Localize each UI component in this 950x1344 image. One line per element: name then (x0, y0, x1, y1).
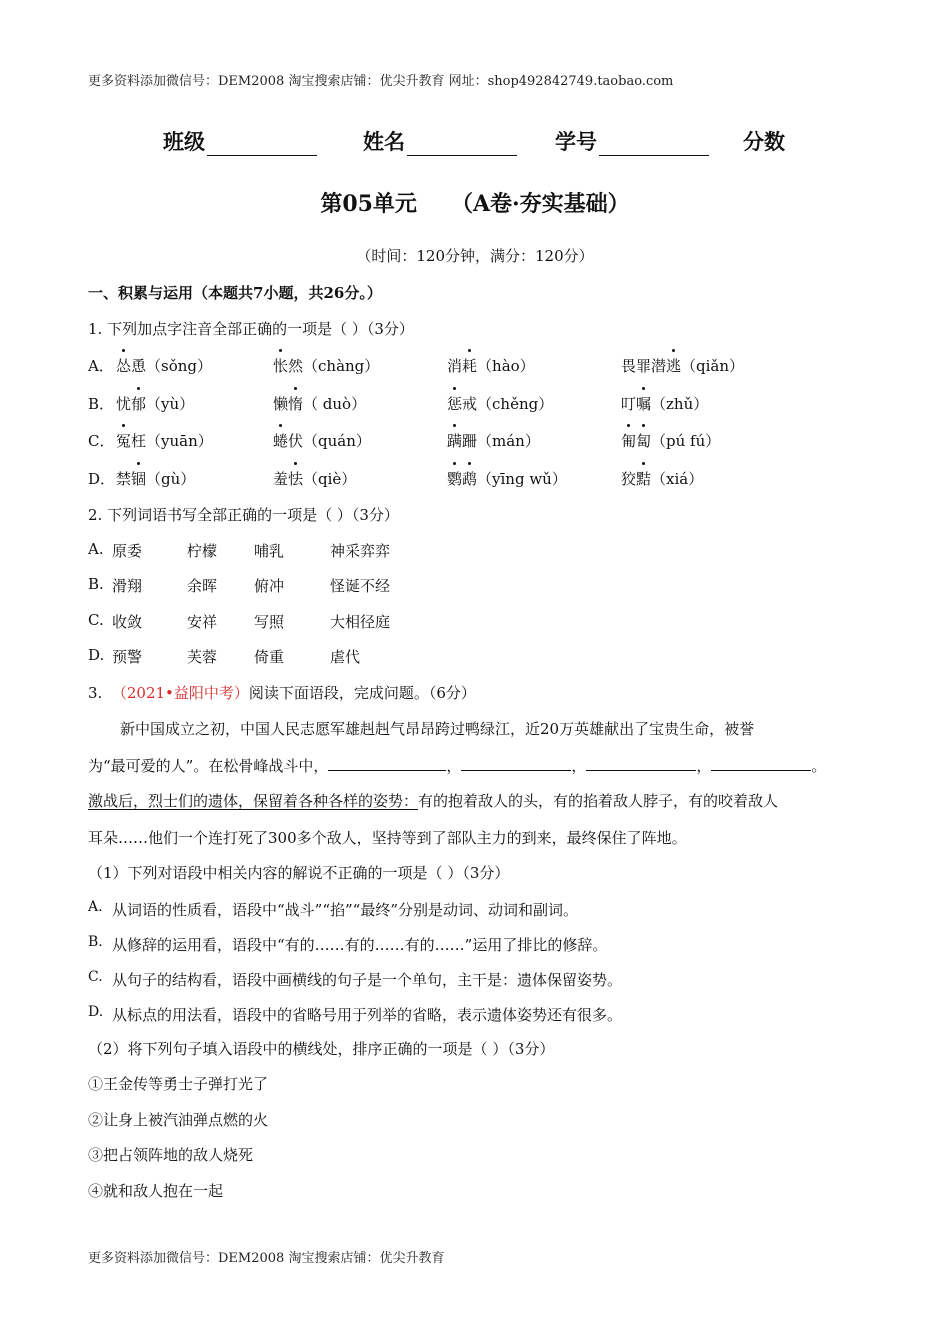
dotted-char: 鹦 (447, 470, 463, 488)
sentence-item: ④就和敌人抱在一起 (88, 1182, 224, 1200)
number-label: 学号 (555, 129, 597, 154)
score-field (743, 126, 785, 156)
q2-option-word: 柠檬 (187, 542, 218, 560)
q3-paragraph-line2: 为“最可爱的人”。在松骨峰战斗中， ， ， ， 。 (88, 757, 827, 775)
item-text: （qiè） (303, 470, 357, 488)
class-blank (207, 135, 317, 156)
q3-stem (88, 682, 476, 703)
q1-option-item (447, 430, 540, 451)
dotted-char: 惰 (288, 395, 304, 413)
q3-sub1: （1）下列对语段中相关内容的解说不正确的一项是（ ）（3分） (88, 864, 510, 882)
paper-subtitle: （A卷·夯实基础） (450, 191, 630, 217)
q3-paragraph-line1: 新中国成立之初，中国人民志愿军雄赳赳气昂昂跨过鸭绿江，近20万英雄献出了宝贵生命，被誉 (120, 720, 755, 738)
q2-option-word: 收敛 (112, 613, 143, 631)
unit-title: 第05单元 (320, 191, 417, 217)
q1-option-item (273, 355, 379, 376)
q2-option-word: 神采弈弈 (330, 542, 391, 560)
q1-option-item (273, 393, 366, 414)
q3-option-text: 从句子的结构看，语段中画横线的句子是一个单句，主干是：遗体保留姿势。 (112, 971, 623, 989)
item-text: 禁 (116, 470, 132, 488)
q1-option-item (447, 355, 535, 376)
item-text: 忧 (116, 395, 132, 413)
dotted-char: 怯 (288, 470, 304, 488)
dotted-char: 锢 (131, 470, 147, 488)
item-text: 跚（mán） (462, 432, 540, 450)
q2-option-letter: D. (88, 646, 105, 664)
q1-option-item (621, 468, 703, 489)
number-field (555, 126, 709, 156)
dotted-char: 郁 (131, 395, 147, 413)
q2-option-letter: C. (88, 611, 104, 629)
fill-blank-2 (461, 756, 571, 771)
item-text: （pú fú） (651, 432, 721, 450)
q2-option-word: 俯冲 (254, 577, 285, 595)
q3-paragraph-line3: 激战后，烈士们的遗体，保留着各种各样的姿势：有的抱着敌人的头，有的掐着敌人脖子，有的咬着敌人 (88, 792, 779, 810)
q1-option-item (116, 468, 195, 489)
page-header: 更多资料添加微信号：DEM2008 淘宝搜索店铺：优尖升教育 网址：shop492842749.taobao.com (88, 74, 674, 89)
item-text: 畏罪潜 (621, 357, 667, 375)
q1-stem: 1. 下列加点字注音全部正确的一项是（ ）（3分） (88, 320, 414, 338)
q2-option-word: 预警 (112, 648, 143, 666)
q1-option-letter: D． (88, 470, 116, 488)
q1-option-item (116, 393, 194, 414)
q1-option-item (621, 430, 720, 451)
item-text: 然（chàng） (288, 357, 380, 375)
section-heading: 一、积累与运用（本题共7小题，共26分。） (88, 284, 382, 302)
q3-option-text: 从词语的性质看，语段中“战斗”“掐”“最终”分别是动词、动词和副词。 (112, 901, 579, 919)
item-text: 狡 (621, 470, 637, 488)
dotted-char: 鹉 (462, 470, 478, 488)
name-blank (407, 135, 517, 156)
q3-option-text: 从修辞的运用看，语段中“有的……有的……有的……”运用了排比的修辞。 (112, 936, 608, 954)
q1-option-item (273, 468, 356, 489)
sentence-item: ①王金传等勇士子弹打光了 (88, 1075, 269, 1093)
item-text: 枉（yuān） (131, 432, 213, 450)
item-text: （xiá） (651, 470, 704, 488)
q1-option-letter: C． (88, 432, 115, 450)
item-text: （yīng wǔ） (477, 470, 567, 488)
item-text: 恿（sǒng） (131, 357, 213, 375)
q1-option-item (116, 430, 213, 451)
dotted-char: 嘱 (636, 395, 652, 413)
page-footer: 更多资料添加微信号：DEM2008 淘宝搜索店铺：优尖升教育 (88, 1251, 445, 1266)
class-field (163, 126, 317, 156)
dotted-char: 逃 (666, 357, 682, 375)
dotted-char: 蹒 (447, 432, 463, 450)
q2-option-word: 虐代 (330, 648, 361, 666)
item-text: （hào） (477, 357, 535, 375)
item-text: 伏（quán） (288, 432, 371, 450)
q2-option-letter: B. (88, 575, 104, 593)
q2-option-word: 芙蓉 (187, 648, 218, 666)
item-text: 叮 (621, 395, 637, 413)
q2-option-word: 怪诞不经 (330, 577, 391, 595)
dotted-char: 黠 (636, 470, 652, 488)
score-label: 分数 (743, 129, 785, 154)
q2-option-word: 滑翔 (112, 577, 143, 595)
q3-option-letter: A. (88, 899, 103, 915)
q3-option-letter: C. (88, 969, 103, 985)
q2-option-word: 大相径庭 (330, 613, 391, 631)
q1-option-item (621, 355, 744, 376)
dotted-char: 怅 (273, 357, 289, 375)
q3-source: （2021•益阳中考） (111, 684, 249, 702)
fill-blank-3 (586, 756, 696, 771)
q1-option-letter: A． (88, 357, 114, 375)
q2-option-letter: A. (88, 540, 104, 558)
sentence-item: ③把占领阵地的敌人烧死 (88, 1146, 254, 1164)
item-text: （zhǔ） (651, 395, 709, 413)
item-text: 消 (447, 357, 463, 375)
q2-option-word: 余晖 (187, 577, 218, 595)
time-note: （时间：120分钟，满分：120分） (356, 247, 594, 265)
q1-option-item (116, 355, 212, 376)
q2-option-word: 写照 (254, 613, 285, 631)
name-label: 姓名 (363, 129, 405, 154)
q3-sub2: （2）将下列句子填入语段中的横线处，排序正确的一项是（ ）（3分） (88, 1040, 555, 1058)
q2-option-word: 原委 (112, 542, 143, 560)
item-text: （ duò） (303, 395, 367, 413)
q1-option-item (447, 468, 567, 489)
q1-option-letter: B． (88, 395, 115, 413)
q2-option-word: 倚重 (254, 648, 285, 666)
q1-option-item (447, 393, 553, 414)
number-blank (599, 135, 709, 156)
dotted-char: 怂 (116, 357, 132, 375)
dotted-char: 蜷 (273, 432, 289, 450)
item-text: 懒 (273, 395, 289, 413)
item-text: （yù） (146, 395, 195, 413)
underlined-sentence: 激战后，烈士们的遗体，保留着各种各样的姿势： (88, 792, 419, 810)
q1-option-item (273, 430, 371, 451)
fill-blank-4 (711, 756, 811, 771)
dotted-char: 冤 (116, 432, 132, 450)
q3-option-letter: B. (88, 934, 103, 950)
sentence-item: ②让身上被汽油弹点燃的火 (88, 1111, 269, 1129)
q2-option-word: 哺乳 (254, 542, 285, 560)
name-field (363, 126, 517, 156)
item-text: 戒（chěng） (462, 395, 554, 413)
item-text: （gù） (146, 470, 196, 488)
dotted-char: 耗 (462, 357, 478, 375)
q2-option-word: 安祥 (187, 613, 218, 631)
q3-option-text: 从标点的用法看，语段中的省略号用于列举的省略，表示遗体姿势还有很多。 (112, 1006, 623, 1024)
item-text: （qiǎn） (681, 357, 745, 375)
q3-stem-text: 阅读下面语段，完成问题。（6分） (248, 684, 476, 702)
dotted-char: 匐 (636, 432, 652, 450)
class-label: 班级 (163, 129, 205, 154)
page-title (0, 187, 950, 218)
item-text: 羞 (273, 470, 289, 488)
q3-option-letter: D. (88, 1004, 104, 1020)
dotted-char: 惩 (447, 395, 463, 413)
q1-option-item (621, 393, 708, 414)
q2-stem: 2. 下列词语书写全部正确的一项是（ ）（3分） (88, 506, 399, 524)
q3-number: 3. (88, 684, 103, 702)
dotted-char: 匍 (621, 432, 637, 450)
q3-paragraph-line4: 耳朵……他们一个连打死了300多个敌人，坚持等到了部队主力的到来，最终保住了阵地。 (88, 829, 687, 847)
fill-blank-1 (328, 756, 446, 771)
